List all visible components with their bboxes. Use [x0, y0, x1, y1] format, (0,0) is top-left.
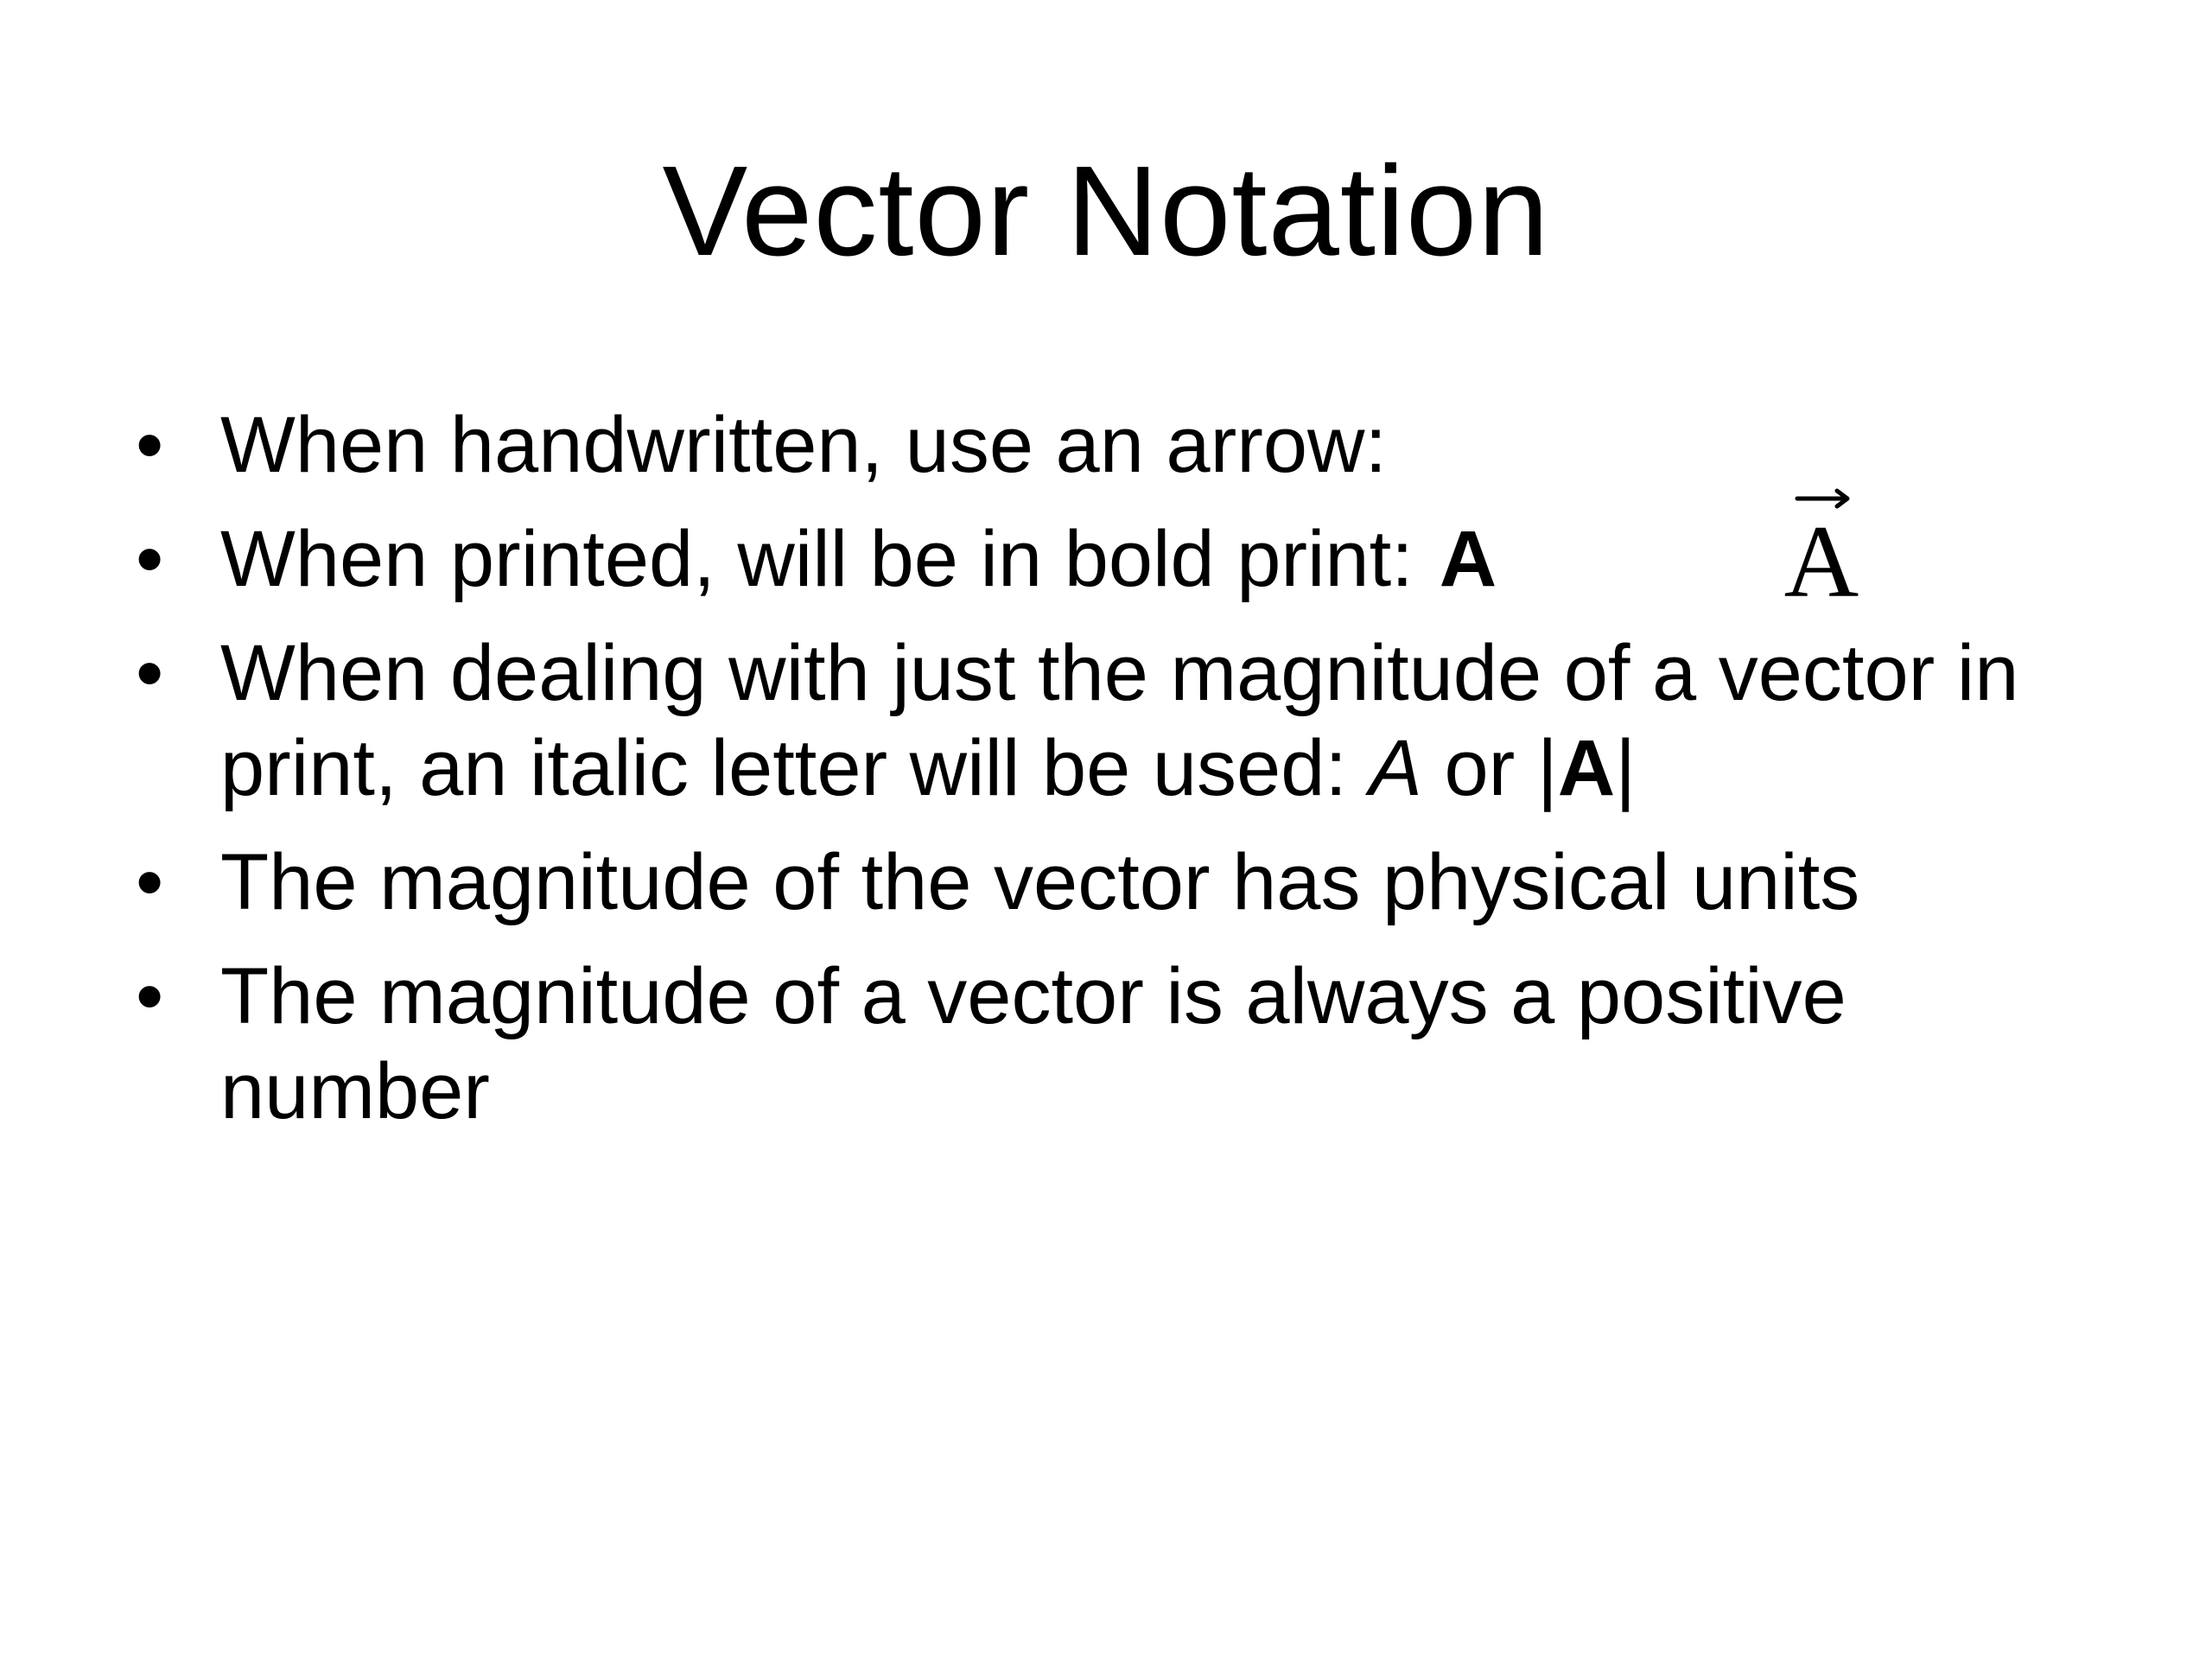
- bullet-text: When printed, will be in bold print:: [220, 515, 1414, 603]
- bullet-text: When handwritten, use an arrow:: [220, 401, 1388, 489]
- bullet-marker: •: [136, 952, 164, 1040]
- vector-letter: A: [1783, 504, 1859, 619]
- absolute-value-symbol: A: [1557, 724, 1616, 812]
- bullet-marker: •: [136, 401, 164, 489]
- bold-vector-symbol: A: [1439, 515, 1497, 603]
- bullet-marker: •: [136, 838, 164, 926]
- bullet-item-positive: [125, 949, 2113, 1139]
- bullet-marker: •: [136, 515, 164, 603]
- bullet-item-magnitude-italic: [125, 626, 2113, 816]
- handwritten-vector-symbol: [1778, 484, 1873, 619]
- slide-title: Vector Notation: [662, 140, 1550, 283]
- bullet-marker: •: [136, 629, 164, 717]
- bullet-item-handwritten: [125, 397, 2113, 493]
- absolute-value-close: |: [1615, 724, 1637, 812]
- bullet-item-units: [125, 835, 2113, 930]
- bullet-text: The magnitude of the vector has physical units: [220, 838, 1860, 926]
- bullet-text: When dealing with just the magnitude of a vector in print, an italic letter will be used:: [220, 629, 2019, 812]
- absolute-value-open: |: [1536, 724, 1558, 812]
- bullet-text: The magnitude of a vector is always a positive number: [220, 952, 1847, 1135]
- connector-text: or: [1444, 724, 1516, 812]
- italic-magnitude-symbol: A: [1369, 724, 1422, 812]
